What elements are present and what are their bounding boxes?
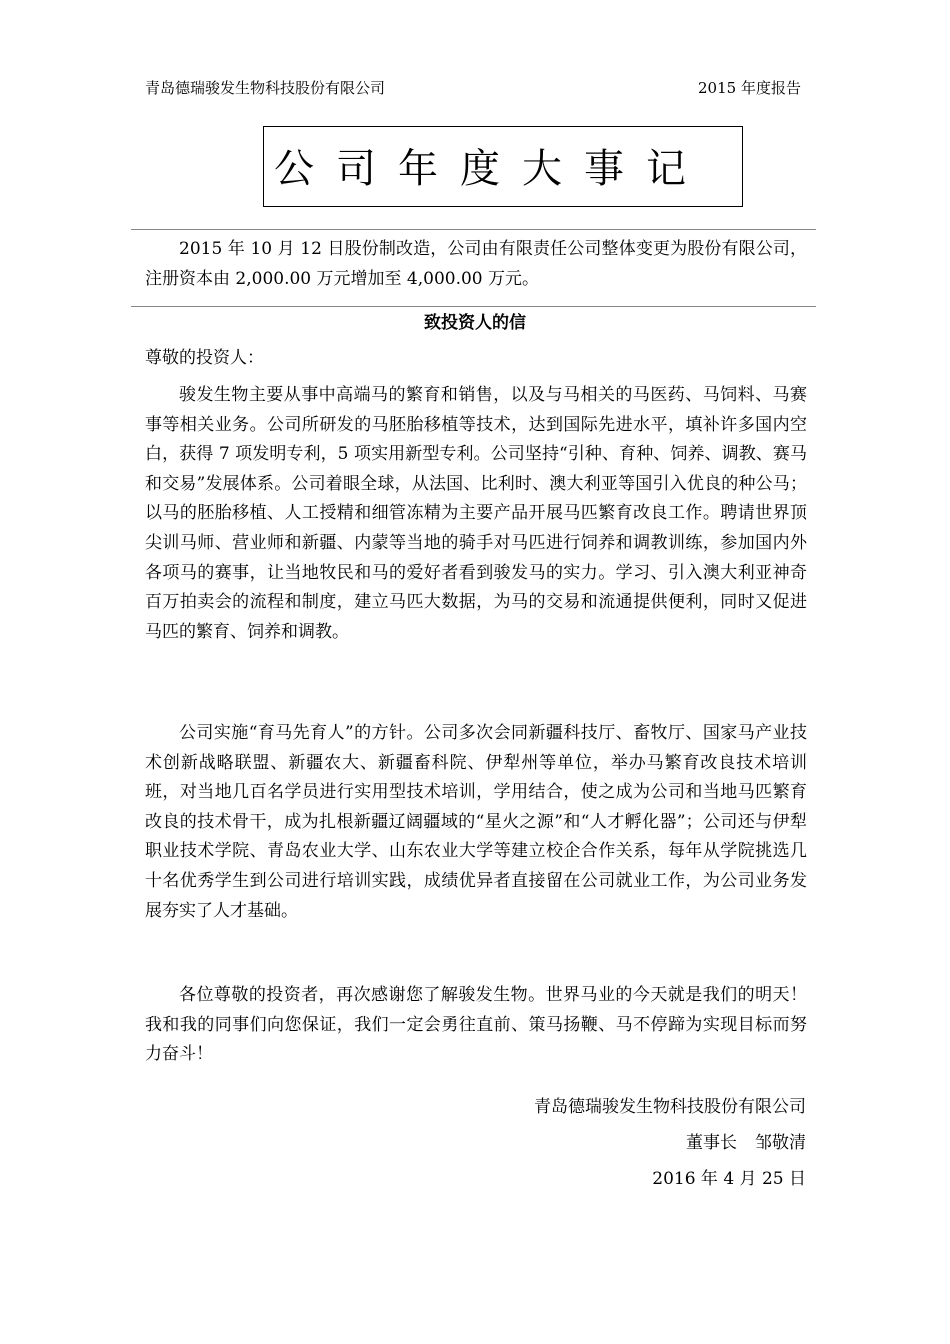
letter-paragraph-talent: 公司实施“育马先育人”的方针。公司多次会同新疆科技厅、畜牧厅、国家马产业技术创新战略联盟、新疆农大、新疆畜科院、伊犁州等单位，举办马繁育改良技术培训班，对当地几百名学员进行实用型技术培训，学用结合，使之成为公司和当地马匹繁育改良的技术骨干，成为扎根新疆辽阔疆域的“星火之源”和“人才孵化器”；公司还与伊犁职业技术学院、青岛农业大学、山东农业大学等建立校企合作关系，每年从学院挑选几十名优秀学生到公司进行培训实践，成绩优异者直接留在公司就业工作，为公司业务发展夯实了人才基础。 <box>145 723 807 921</box>
signature-position: 董事长 <box>686 1133 737 1153</box>
events-top-rule <box>131 229 816 230</box>
signature-date: 2016 年 4 月 25 日 <box>652 1169 806 1189</box>
letter-salutation: 尊敬的投资人： <box>145 348 264 368</box>
letter-paragraph-business: 骏发生物主要从事中高端马的繁育和销售，以及与马相关的马医药、马饲料、马赛事等相关业务。公司所研发的马胚胎移植等技术，达到国际先进水平，填补许多国内空白，获得 7 项发明专利，5 项实用新型专利。公司坚持“引种、育种、饲养、调教、赛马和交易”发展体系。公司着眼全球，从法国、比利时、澳大利亚等国引入优良的种公马；以马的胚胎移植、人工授精和细管冻精为主要产品开展马匹繁育改良工作。聘请世界顶尖训马师、营业师和新疆、内蒙等当地的骑手对马匹进行饲养和调教训练，参加国内外各项马的赛事，让当地牧民和马的爱好者看到骏发马的实力。学习、引入澳大利亚神奇百万拍卖会的流程和制度，建立马匹大数据，为马的交易和流通提供便利，同时又促进马匹的繁育、饲养和调教。 <box>145 385 807 642</box>
letter-title: 致投资人的信 <box>424 313 526 333</box>
events-title-box <box>263 126 743 207</box>
events-bottom-rule <box>131 306 816 307</box>
events-title: 公司年度大事记 <box>274 146 708 192</box>
header-company-name: 青岛德瑞骏发生物科技股份有限公司 <box>145 79 386 97</box>
letter-paragraph-closing: 各位尊敬的投资者，再次感谢您了解骏发生物。世界马业的今天就是我们的明天！我和我的同事们向您保证，我们一定会勇往直前、策马扬鞭、马不停蹄为实现目标而努力奋斗！ <box>145 985 807 1065</box>
signature-company: 青岛德瑞骏发生物科技股份有限公司 <box>534 1097 806 1117</box>
signature-name: 邹敬清 <box>755 1133 806 1153</box>
signature-chairman <box>686 1131 806 1155</box>
header-report-label: 2015 年度报告 <box>698 79 801 97</box>
event-item: 2015 年 10 月 12 日股份制改造，公司由有限责任公司整体变更为股份有限公司，注册资本由 2,000.00 万元增加至 4,000.00 万元。 <box>145 239 807 289</box>
